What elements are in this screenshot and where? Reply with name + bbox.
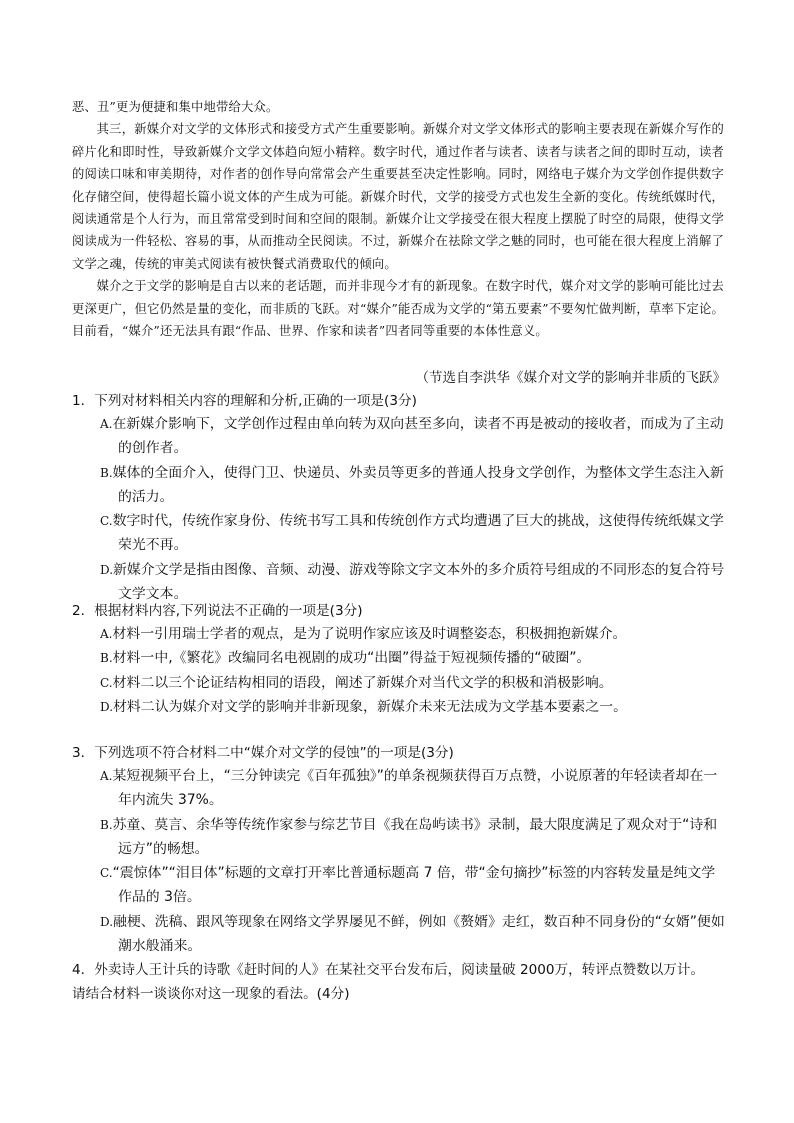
question-3 bbox=[72, 742, 726, 958]
option-label: D. bbox=[100, 562, 114, 577]
option-label: A. bbox=[100, 769, 113, 783]
option-label: D. bbox=[100, 914, 114, 929]
question-3-option-c bbox=[72, 861, 726, 910]
option-text: 媒体的全面介入，使得门卫、快递员、外卖员等更多的普通人投身文学创作，为整体文学生态注入新的活力。 bbox=[112, 464, 724, 505]
reading-passage bbox=[72, 96, 724, 342]
option-label: A. bbox=[100, 417, 113, 431]
question-1-title: 1．下列对材料相关内容的理解和分析,正确的一项是(3分) bbox=[72, 393, 417, 409]
option-label: C. bbox=[100, 675, 113, 690]
question-2-option-a bbox=[72, 622, 726, 646]
option-text: 材料二以三个论证结构相同的语段，阐述了新媒介对当代文学的积极和消极影响。 bbox=[112, 674, 613, 691]
question-3-option-b bbox=[72, 813, 726, 862]
question-4 bbox=[72, 958, 726, 1006]
question-2-option-c bbox=[72, 671, 726, 695]
option-text: 数字时代，传统作家身份、传统书写工具和传统创作方式均遭遇了巨大的挑战，这使得传统纸媒文学荣光不再。 bbox=[112, 513, 724, 554]
question-4-line-2: 请结合材料一谈谈你对这一现象的看法。(4分) bbox=[72, 986, 350, 1002]
option-label: B. bbox=[100, 817, 113, 832]
option-label: C. bbox=[100, 866, 113, 881]
option-text: “震惊体”“泪目体”标题的文章打开率比普通标题高 7 倍，带“金句摘抄”标签的内容转发量是纯文学作品的 3倍。 bbox=[112, 865, 716, 906]
question-1-option-a bbox=[72, 412, 726, 461]
option-text: 融梗、洗稿、跟风等现象在网络文学界屡见不鲜，例如《赘婿》走红，数百种不同身份的“女婿”便如潮水般涌来。 bbox=[113, 913, 725, 955]
option-text: 材料一中,《繁花》改编同名电视剧的成功“出圈”得益于短视频传播的“破圈”。 bbox=[112, 650, 591, 667]
option-label: B. bbox=[100, 465, 113, 480]
option-text: 某短视频平台上，“三分钟读完《百年孤独》”的单条视频获得百万点赞，小说原著的年轻读者却在一年内流失 37%。 bbox=[112, 768, 718, 809]
passage-paragraph-0: 恶、丑”更为便捷和集中地带给大众。 bbox=[72, 100, 279, 114]
question-2-title: 2．根据材料内容,下列说法不正确的一项是(3分) bbox=[72, 603, 363, 619]
question-1-option-c bbox=[72, 509, 726, 558]
question-4-line-1: 4．外卖诗人王计兵的诗歌《赶时间的人》在某社交平台发布后，阅读量破 2000万，转评点赞数以万计。 bbox=[72, 962, 705, 978]
question-1 bbox=[72, 390, 726, 606]
option-text: 在新媒介影响下，文学创作过程由单向转为双向甚至多向，读者不再是被动的接收者，而成为了主动的创作者。 bbox=[112, 416, 724, 457]
question-2-option-b bbox=[72, 646, 726, 670]
question-3-option-a bbox=[72, 764, 726, 813]
question-3-title: 3．下列选项不符合材料二中“媒介对文学的侵蚀”的一项是(3分) bbox=[72, 745, 454, 761]
option-text: 新媒介文学是指由图像、音频、动漫、游戏等除文字文本外的多介质符号组成的不同形态的复合符号文学文本。 bbox=[113, 561, 725, 603]
question-3-option-d bbox=[72, 910, 726, 959]
passage-paragraph-2: 媒介之于文学的影响是自古以来的老话题，而并非现今才有的新现象。在数字时代，媒介对文学的影响可能比过去更深更广，但它仍然是量的变化，而非质的飞跃。对“媒介”能否成为文学的“第五要素”不要匆忙做判断，草率下定论。目前看，“媒介”还无法具有跟“作品、世界、作家和读者”四者同等重要的本体性意义。 bbox=[72, 279, 724, 339]
passage-paragraph-1: 其三，新媒介对文学的文体形式和接受方式产生重要影响。新媒介对文学文体形式的影响主要表现在新媒介写作的碎片化和即时性，导致新媒介文学文体趋向短小精粹。数字时代，通过作者与读者、读者与读者之间的即时互动，读者的阅读口味和审美期待，对作者的创作导向常常会产生重要甚至决定性影响。同时，网络电子媒介为文学创作提供数字化存储空间，使得超长篇小说文体的产生成为可能。新媒介时代，文学的接受方式也发生全新的变化。传统纸媒时代，阅读通常是个人行为，而且常常受到时间和空间的限制。新媒介让文学接受在很大程度上摆脱了时空的局限，使得文学阅读成为一件轻松、容易的事，从而推动全民阅读。不过，新媒介在祛除文学之魅的同时，也可能在很大程度上消解了文学之魂，传统的审美式阅读有被快餐式消费取代的倾向。 bbox=[72, 122, 724, 271]
option-label: C. bbox=[100, 514, 113, 529]
option-label: A. bbox=[100, 627, 113, 641]
question-1-option-b bbox=[72, 461, 726, 510]
question-2-option-d bbox=[72, 695, 726, 719]
option-label: D. bbox=[100, 699, 114, 714]
passage-source: （节选自李洪华《媒介对文学的影响并非质的飞跃》 bbox=[415, 370, 726, 386]
question-2 bbox=[72, 600, 726, 719]
option-label: B. bbox=[100, 651, 113, 666]
option-text: 材料一引用瑞士学者的观点，是为了说明作家应该及时调整姿态，积极拥抱新媒介。 bbox=[112, 626, 627, 642]
option-text: 材料二认为媒介对文学的影响并非新现象，新媒介未来无法成为文学基本要素之一。 bbox=[113, 698, 627, 715]
option-text: 苏童、莫言、余华等传统作家参与综艺节目《我在岛屿读书》录制，最大限度满足了观众对于“诗和远方”的畅想。 bbox=[112, 816, 718, 857]
